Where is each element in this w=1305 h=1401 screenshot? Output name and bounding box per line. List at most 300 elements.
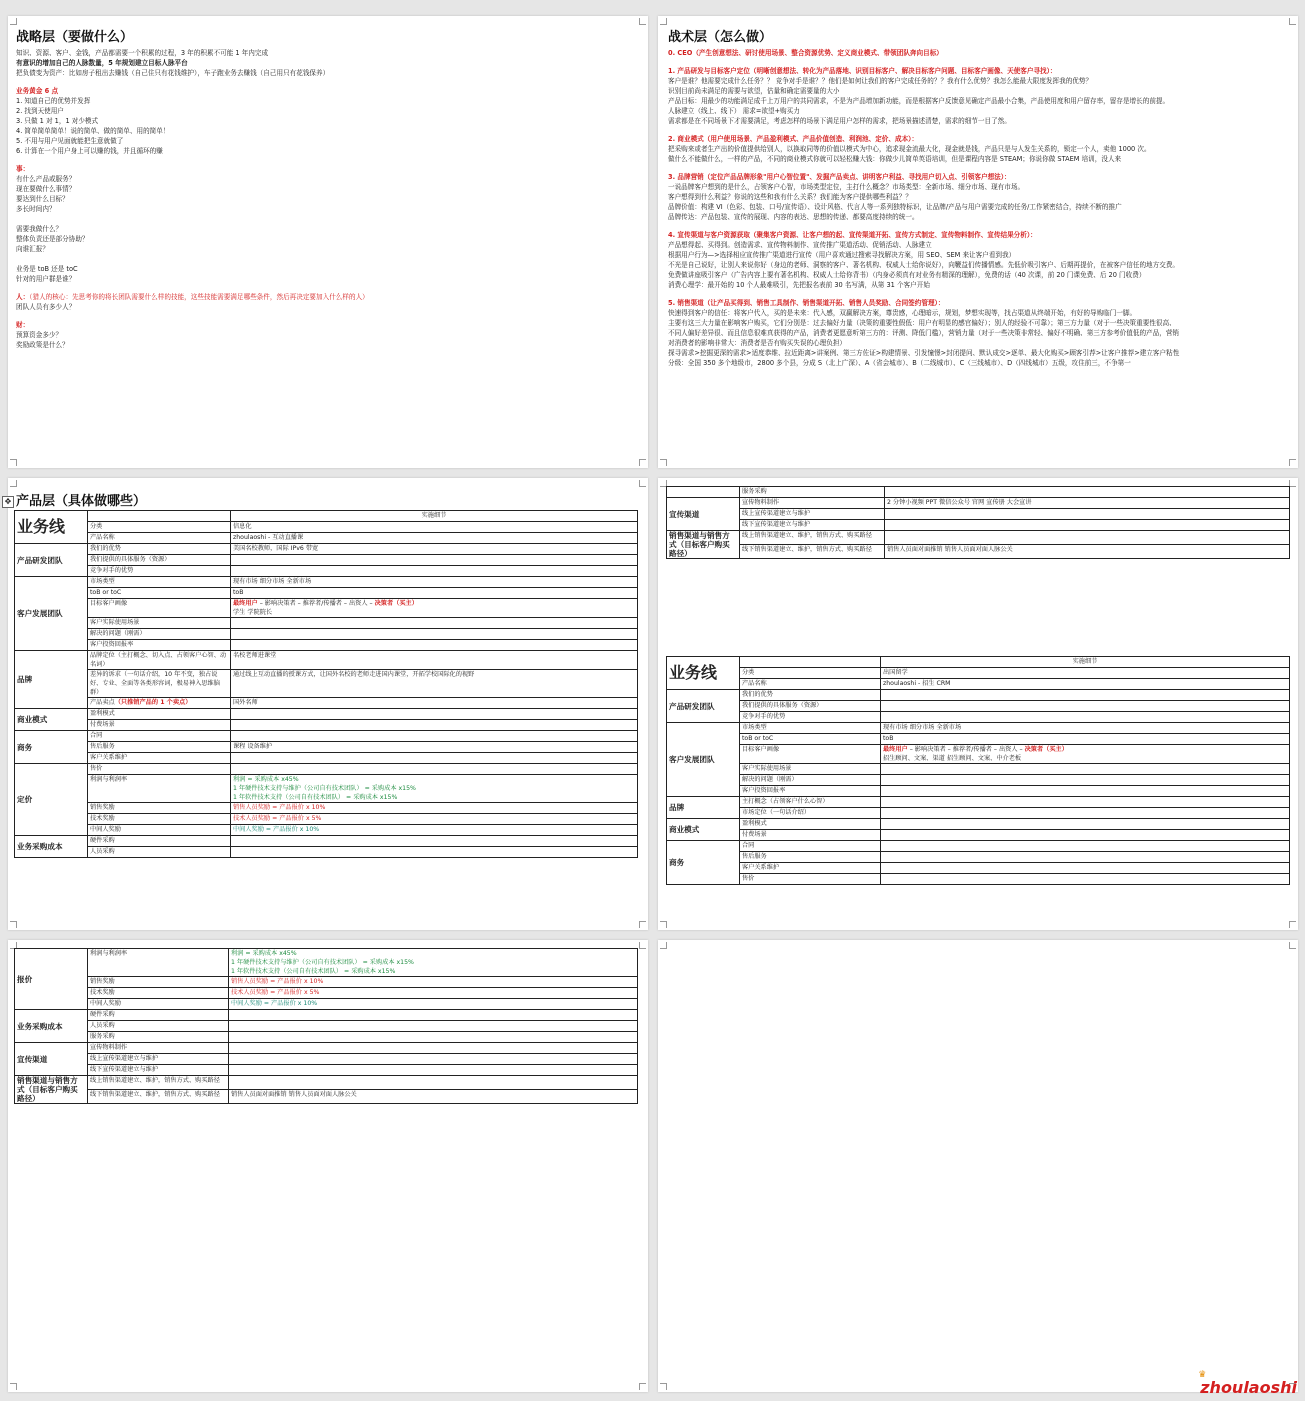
text-line: 识别目前尚未满足的需要与欲望，估量和确定需要量的大小 — [668, 87, 840, 95]
item-cell — [88, 753, 231, 764]
cell-text: 2 分钟小视频 PPT 微信公众号 官网 宣传册 大会宣讲 — [887, 499, 1032, 506]
item-label: 合同 — [742, 842, 755, 849]
item-cell — [88, 1076, 229, 1090]
item-label: 我们的优势 — [742, 691, 773, 698]
table-row — [15, 731, 638, 742]
section-title: 4. 宣传渠道与客户资源获取（聚集客户资源、让客户想的起、宣传渠道开拓、宣传方式制定、宣传物料制作、宣传结果分析）： — [668, 231, 1037, 239]
item-label: 线上销售渠道建立、维护，销售方式、购买路径 — [742, 532, 872, 539]
decision-maker-label: 决策者（买主） — [1024, 746, 1068, 753]
text-line: 需要我做什么？ — [16, 225, 63, 233]
detail-cell — [229, 1090, 638, 1104]
item-label: 线上宣传渠道建立与维护 — [742, 510, 811, 517]
item-label: 线下宣传渠道建立与维护 — [90, 1066, 159, 1073]
table-row — [15, 825, 638, 836]
category-cell — [15, 1010, 88, 1043]
page-corner-mark — [639, 480, 646, 487]
cell-text: toB — [883, 735, 894, 742]
item-label: 品牌定位（主打概念、切入点、占领客户心智、动名词） — [90, 652, 227, 668]
table-row — [15, 836, 638, 847]
header-cell — [231, 511, 638, 522]
table-row — [667, 679, 1290, 690]
category-cell — [15, 764, 88, 836]
table-row — [667, 723, 1290, 734]
text-line: 奖励政策是什么？ — [16, 341, 69, 349]
formula-line: 技术人员奖励 = 产品报价 x 5% — [231, 989, 320, 996]
detail-cell — [231, 533, 638, 544]
category-label: 宣传渠道 — [17, 1054, 48, 1064]
intro-line: 把负债变为资产：比如房子租出去赚钱（自己住只有花钱维护），车子跑业务去赚钱（自己用只有花钱保养） — [16, 69, 330, 77]
text-line: 对消费者的影响非常大：消费者是否有购买失误的心理负担） — [668, 339, 847, 347]
table-row — [15, 533, 638, 544]
page-corner-mark — [639, 18, 646, 25]
detail-cell — [881, 819, 1290, 830]
item-cell — [88, 1021, 229, 1032]
detail-cell — [881, 723, 1290, 734]
text-line: 5. 不用与用户见面就能把生意就做了 — [16, 137, 124, 145]
item-cell — [88, 533, 231, 544]
page-corner-mark — [639, 1383, 646, 1390]
table-row — [15, 814, 638, 825]
item-label: 宣传物料制作 — [742, 499, 780, 506]
item-label: 技术奖励 — [90, 815, 115, 822]
item-cell — [88, 1043, 229, 1054]
category-label: 客户发展团队 — [669, 755, 715, 764]
page-corner-mark — [1289, 459, 1296, 466]
item-cell — [88, 618, 231, 629]
category-cell — [667, 797, 740, 819]
section-body — [668, 182, 1293, 222]
item-label: 解决的问题（刚需） — [90, 630, 146, 637]
detail-cell — [881, 841, 1290, 852]
category-label: 销售渠道与销售方式（目标客户购买路径） — [669, 531, 730, 558]
item-label: 分类 — [90, 523, 103, 530]
header-label: 实施细节 — [1072, 658, 1098, 665]
page-corner-mark — [660, 942, 667, 949]
section-title: 人： — [16, 293, 30, 301]
people-line — [16, 292, 641, 302]
item-cell — [740, 509, 885, 520]
table-header-row — [15, 511, 638, 522]
table-row — [15, 977, 638, 988]
table-row — [667, 874, 1290, 885]
category-label: 产品研发团队 — [669, 701, 715, 711]
table-row — [667, 509, 1290, 520]
detail-cell — [881, 668, 1290, 679]
page-strategy — [8, 16, 648, 468]
category-cell — [15, 577, 88, 651]
category-label: 品牌 — [669, 803, 685, 812]
item-label: 客户关系维护 — [90, 754, 128, 761]
detail-cell — [231, 742, 638, 753]
table-row — [667, 830, 1290, 841]
item-label: 销售奖励 — [90, 804, 115, 811]
table-row — [15, 1010, 638, 1021]
item-cell — [88, 720, 231, 731]
item-cell — [88, 544, 231, 555]
detail-cell — [231, 555, 638, 566]
detail-cell — [229, 949, 638, 977]
table-row — [667, 690, 1290, 701]
header-cell — [881, 657, 1290, 668]
page-corner-mark — [639, 921, 646, 928]
category-label: 业务采购成本 — [17, 1021, 63, 1031]
item-cell — [88, 566, 231, 577]
table-row — [667, 487, 1290, 498]
item-label: 产品名称 — [742, 680, 767, 687]
text-line: 探寻需求>挖掘更深的需求>适度恭维、拉近距离>讲案例、第三方佐证>构建情景、引发憧憬>封闭提问、默认成交>逐单、最大化购买>顾客引荐>让客户推荐>建立客户粘性 — [668, 349, 1180, 357]
item-label: 线下销售渠道建立、维护，销售方式、购买路径 — [742, 546, 872, 553]
page-title: 产品层（具体做哪些） — [16, 494, 147, 509]
item-cell — [88, 577, 231, 588]
item-cell — [740, 520, 885, 531]
table-header-row — [667, 657, 1290, 668]
cell-text: 出国留学 — [883, 669, 908, 676]
table-row — [15, 629, 638, 640]
detail-cell — [229, 1010, 638, 1021]
detail-cell — [231, 544, 638, 555]
detail-cell — [231, 588, 638, 599]
table-row — [15, 847, 638, 858]
detail-cell — [231, 651, 638, 670]
detail-cell — [229, 999, 638, 1010]
detail-cell — [231, 764, 638, 775]
item-cell — [88, 1090, 229, 1104]
text-line — [16, 214, 641, 224]
text-line: 不同人偏好差异很、而且信息很难真获得的产品，消费者更愿意听第三方的：评测、降低门槛），营销力量（对于一些决策非常轻、偏好不明确、第三方参考价值低的产品，营销 — [668, 329, 1180, 337]
item-label: 售后服务 — [90, 743, 115, 750]
item-label: 产品卖点 — [90, 699, 115, 706]
detail-cell — [231, 847, 638, 858]
item-cell — [88, 698, 231, 709]
detail-cell — [881, 764, 1290, 775]
text-line: 根据用户行为—>选择相应宣传推广渠道进行宣传（用户喜欢通过搜索寻找解决方案，用 SEO、SEM 来让客户看到我） — [668, 251, 1016, 259]
item-label: 客户实际使用场景 — [742, 765, 792, 772]
section-title: 业务黄金 6 点 — [16, 87, 59, 95]
item-label: 售价 — [90, 765, 103, 772]
section-body — [668, 308, 1293, 368]
decision-chain: – 影响决策者 – 推荐者/传播者 – 出资人 – — [907, 746, 1025, 753]
page-corner-mark — [10, 480, 17, 487]
table-row — [15, 588, 638, 599]
header-blank-cell — [740, 657, 881, 668]
item-label: 盈利模式 — [742, 820, 767, 827]
detail-cell — [231, 836, 638, 847]
page-corner-mark — [660, 1383, 667, 1390]
item-label: 我们的优势 — [90, 545, 121, 552]
detail-cell — [881, 775, 1290, 786]
category-label: 商业模式 — [669, 825, 700, 834]
affairs-list — [16, 174, 641, 284]
text-line: 品牌价值：构建 VI（色彩、包装、口号/宣传语）、设计风格、代言人等一系列独特标识，让品牌/产品与用户需要完成的任务/工作紧密结合，持续不断的推广 — [668, 203, 1122, 211]
text-line — [16, 254, 641, 264]
item-label: 产品名称 — [90, 534, 115, 541]
table-row — [15, 555, 638, 566]
detail-cell — [881, 679, 1290, 690]
item-label: 我们提供的具体服务（资源） — [90, 556, 171, 563]
finance-list — [16, 330, 641, 350]
item-label: 客户实际使用场景 — [90, 619, 140, 626]
item-cell — [88, 999, 229, 1010]
detail-cell — [231, 753, 638, 764]
table-row — [667, 775, 1290, 786]
text-line: 2. 找到天使用户 — [16, 107, 64, 115]
table-row — [15, 1076, 638, 1090]
detail-cell — [229, 1021, 638, 1032]
item-label: 市场类型 — [90, 578, 115, 585]
item-label: toB or toC — [90, 589, 122, 596]
category-label: 商业模式 — [17, 715, 48, 724]
page-corner-mark — [1289, 921, 1296, 928]
table-move-handle-icon[interactable]: ✥ — [2, 496, 14, 508]
category-cell — [667, 723, 740, 797]
golden-points-list — [16, 96, 641, 156]
item-cell — [88, 670, 231, 698]
detail-cell — [881, 701, 1290, 712]
section-body — [668, 240, 1293, 290]
product-table — [14, 510, 638, 858]
item-cell — [740, 487, 885, 498]
table-row — [15, 742, 638, 753]
item-cell — [740, 808, 881, 819]
item-label: 利润与利润率 — [90, 776, 128, 783]
business-line-cell — [667, 657, 740, 690]
category-cell — [15, 651, 88, 709]
table-row — [667, 745, 1290, 764]
page-blank — [658, 940, 1298, 1392]
intro-line: 知识、资源、客户、金钱，产品都需要一个积累的过程，3 年的积累不可能 1 年内完成 — [16, 49, 269, 57]
cell-text: zhoulaoshi - 互动直播课 — [233, 534, 304, 541]
item-cell — [88, 1054, 229, 1065]
table-row — [667, 545, 1290, 559]
item-label: 我们提供的具体服务（资源） — [742, 702, 823, 709]
table-row — [15, 720, 638, 731]
detail-cell — [231, 618, 638, 629]
category-label: 宣传渠道 — [669, 509, 700, 519]
item-cell — [740, 764, 881, 775]
item-label: 技术奖励 — [90, 989, 115, 996]
detail-cell — [881, 808, 1290, 819]
item-note: （只推销产品的 1 个卖点） — [114, 699, 192, 706]
item-cell — [88, 847, 231, 858]
item-label: 竞争对手的优势 — [742, 713, 786, 720]
cell-text: 名校老师进课堂 — [233, 652, 277, 659]
detail-cell — [229, 977, 638, 988]
detail-cell — [881, 690, 1290, 701]
pricing-table — [14, 948, 638, 1104]
crm-table — [666, 656, 1290, 885]
category-cell — [15, 709, 88, 731]
item-label: 市场类型 — [742, 724, 767, 731]
item-label: 竞争对手的优势 — [90, 567, 134, 574]
category-cell — [15, 1043, 88, 1076]
item-cell — [88, 599, 231, 618]
cell-text: 课程 设备维护 — [233, 743, 273, 750]
category-cell — [667, 841, 740, 885]
table-row — [15, 566, 638, 577]
text-line: 预算资金多少？ — [16, 331, 63, 339]
text-line: 6. 计算在一个用户身上可以赚的钱，并且循环的赚 — [16, 147, 163, 155]
page-corner-mark — [660, 18, 667, 25]
page-corner-mark — [1289, 18, 1296, 25]
text-line: 需求都是在不同场景下才需要满足，考虑怎样的场景下满足用户怎样的需求，把场景描述清楚，需求的细节一目了然。 — [668, 117, 1011, 125]
item-label: 硬件采购 — [90, 837, 115, 844]
text-line: 不光是自己说好，让别人来说你好（身边的老师、洞察的客户、著名机构、权威人士给你说好），向鞭益们传播情感。先低价吸引客户、后期再提价，在被客户信任的地方交费。 — [668, 261, 1180, 269]
category-label: 销售渠道与销售方式（目标客户购买路径） — [17, 1076, 78, 1103]
cell-text: 通过线上互动直播的授课方式，让国外名校的老师走进国内课堂，开拓学校国际化的视野 — [233, 671, 475, 678]
text-line: 现在要做什么事情？ — [16, 185, 76, 193]
item-cell — [88, 803, 231, 814]
detail-cell — [885, 509, 1290, 520]
text-line: 人脉建立（线上、线下） 需求=欲望+购买力 — [668, 107, 800, 115]
text-line: 做什么不能做什么，一样的产品，不同的商业模式你就可以轻松赚大钱：你做少儿简单英语培训，但是课程内容是 STEAM；你说你做 STAEM 培训，没人来 — [668, 155, 1122, 163]
detail-cell — [229, 1054, 638, 1065]
text-line: 消费心理学：最开始的 10 个人最难吸引，先把报名表前 30 名写满，从第 31 个客户开始 — [668, 281, 930, 289]
detail-cell — [229, 1032, 638, 1043]
item-label: 合同 — [90, 732, 103, 739]
detail-cell — [881, 745, 1290, 764]
table-row — [667, 712, 1290, 723]
page-title: 战略层（要做什么） — [16, 30, 134, 45]
detail-cell — [231, 775, 638, 803]
item-cell — [88, 836, 231, 847]
table-row — [15, 577, 638, 588]
item-cell — [88, 555, 231, 566]
item-label: 付费场景 — [742, 831, 767, 838]
formula-line: 1 年软件技术支持（公司自有技术团队） = 采购成本 x15% — [231, 968, 396, 975]
section-title: 3. 品牌营销（定位产品品牌形象"用户心智位置"、发掘产品卖点、讲明客户利益、寻找用户切入点、引领客户想法）： — [668, 173, 1011, 181]
cell-text: 美国名校教师，国际 IPv6 带宽 — [233, 545, 319, 552]
item-label: 主打概念（占领客户什么心智） — [742, 798, 829, 805]
page-corner-mark — [10, 1383, 17, 1390]
category-label: 商务 — [669, 858, 685, 867]
text-line: 产品想得起、买得到。创造需求、宣传物料制作、宣传推广渠道活动、促销活动、人脉建立 — [668, 241, 932, 249]
table-row — [15, 640, 638, 651]
item-label: 盈利模式 — [90, 710, 115, 717]
page-corner-mark — [660, 921, 667, 928]
text-line: 把采购来或者生产出的价值提供给别人，以换取同等的价值以模式为中心，追求现金流最大化，现金就是钱，产品只是与人发生关系的，锁定一个人，卖他 1000 次。 — [668, 145, 1151, 153]
table-row — [667, 863, 1290, 874]
page-tactics — [658, 16, 1298, 468]
item-cell — [740, 723, 881, 734]
detail-cell — [231, 709, 638, 720]
table-row — [15, 803, 638, 814]
detail-cell — [881, 830, 1290, 841]
page-pricing — [8, 940, 648, 1392]
item-cell — [740, 498, 885, 509]
detail-cell — [231, 825, 638, 836]
end-user-label: 最终用户 — [883, 746, 908, 753]
item-cell — [740, 679, 881, 690]
table-row — [15, 1054, 638, 1065]
section-title: 1. 产品研发与目标客户定位（明晰创意想法、转化为产品落地、识别目标客户、解决目标客户问题、目标客户画像、天使客户寻找）： — [668, 67, 1057, 75]
detail-cell — [231, 698, 638, 709]
page-corner-mark — [10, 459, 17, 466]
item-cell — [88, 977, 229, 988]
item-label: 宣传物料制作 — [90, 1044, 128, 1051]
section-title: 5. 销售渠道（让产品买得到、销售工具制作、销售渠道开拓、销售人员奖励、合同签约管理）： — [668, 299, 945, 307]
section-title: 财： — [16, 321, 30, 329]
text-line: 一说品牌客户想到的是什么，占领客户心智，市场类型定位，主打什么概念？市场类型：全新市场、细分市场、现有市场。 — [668, 183, 1025, 191]
item-label: 人员采购 — [90, 1022, 115, 1029]
item-cell — [740, 819, 881, 830]
category-cell — [15, 731, 88, 764]
category-cell — [15, 836, 88, 858]
ceo-line: 0. CEO（产生创意想法、研讨使用场景、整合资源优势、定义商业模式、带领团队奔向目标） — [668, 49, 943, 57]
text-line: 整体负责还是部分协助？ — [16, 235, 89, 243]
item-label: toB or toC — [742, 735, 774, 742]
table-row — [15, 544, 638, 555]
decision-maker-label: 决策者（买主） — [374, 600, 418, 607]
formula-line: 销售人员奖励 = 产品报价 x 10% — [233, 804, 326, 811]
detail-cell — [881, 874, 1290, 885]
item-cell — [88, 764, 231, 775]
business-line-label: 业务线 — [17, 517, 66, 536]
table-row — [15, 599, 638, 618]
item-cell — [88, 1010, 229, 1021]
page-product — [8, 478, 648, 930]
item-label: 目标客户画像 — [742, 746, 780, 753]
item-label: 解决的问题（刚需） — [742, 776, 798, 783]
item-cell — [88, 588, 231, 599]
table-row — [667, 531, 1290, 545]
people-extra: 团队人员有多少人？ — [16, 303, 76, 311]
page-corner-mark — [1289, 480, 1296, 487]
item-label: 硬件采购 — [90, 1011, 115, 1018]
text-line: 客户想得到什么利益？你说的这些和我有什么关系？我们能为客户提供哪些利益？？ — [668, 193, 912, 201]
text-line: 有什么产品或服务？ — [16, 175, 76, 183]
section-title: 2. 商业模式（用户使用场景、产品盈利模式、产品价值创造、利润池、定价、成本）： — [668, 135, 919, 143]
persona-roles: 学生 学院院长 — [233, 609, 273, 616]
table-row — [15, 651, 638, 670]
item-cell — [88, 640, 231, 651]
item-label: 分类 — [742, 669, 755, 676]
detail-cell — [231, 566, 638, 577]
item-label: 服务采购 — [742, 488, 767, 495]
text-line: 免费做讲座吸引客户（广告内容上要有著名机构、权威人士给你背书）（内身必须真有对业务有精深的理解），免费的话（40 次课，前 20 门课免费、后 20 门收费） — [668, 271, 1146, 279]
item-label: 售后服务 — [742, 853, 767, 860]
text-line: 品牌传达：产品包装、宣传的展现、内容的表达、思想的传递、都要高度持续的统一。 — [668, 213, 919, 221]
table-row — [667, 841, 1290, 852]
category-cell — [15, 949, 88, 1010]
table-row — [15, 764, 638, 775]
item-label: 线下宣传渠道建立与维护 — [742, 521, 811, 528]
table-row — [15, 522, 638, 533]
detail-cell — [231, 522, 638, 533]
crown-icon: ♛ — [1198, 1370, 1207, 1380]
table-row — [15, 1065, 638, 1076]
brand-logo: ♛ zhoulaoshi — [1198, 1370, 1297, 1397]
item-label: 差异的诉求（一句话介绍，10 年不变，独占说好、专业、全面等各类形容词，极易神入思维脑群） — [90, 671, 220, 696]
detail-cell — [881, 863, 1290, 874]
page-corner-mark — [10, 18, 17, 25]
page-corner-mark — [639, 942, 646, 949]
formula-line: 技术人员奖励 = 产品报价 x 5% — [233, 815, 322, 822]
page-corner-mark — [639, 459, 646, 466]
category-cell — [667, 487, 740, 498]
detail-cell — [881, 852, 1290, 863]
detail-cell — [885, 487, 1290, 498]
text-line: 要达到什么目标？ — [16, 195, 69, 203]
table-row — [667, 797, 1290, 808]
item-label: 线上销售渠道建立、维护，销售方式、购买路径 — [90, 1077, 220, 1084]
section-title: 事： — [16, 165, 30, 173]
table-row — [667, 520, 1290, 531]
business-line-cell — [15, 511, 88, 544]
item-cell — [740, 668, 881, 679]
table-row — [15, 709, 638, 720]
detail-cell — [231, 803, 638, 814]
item-cell — [740, 545, 885, 559]
